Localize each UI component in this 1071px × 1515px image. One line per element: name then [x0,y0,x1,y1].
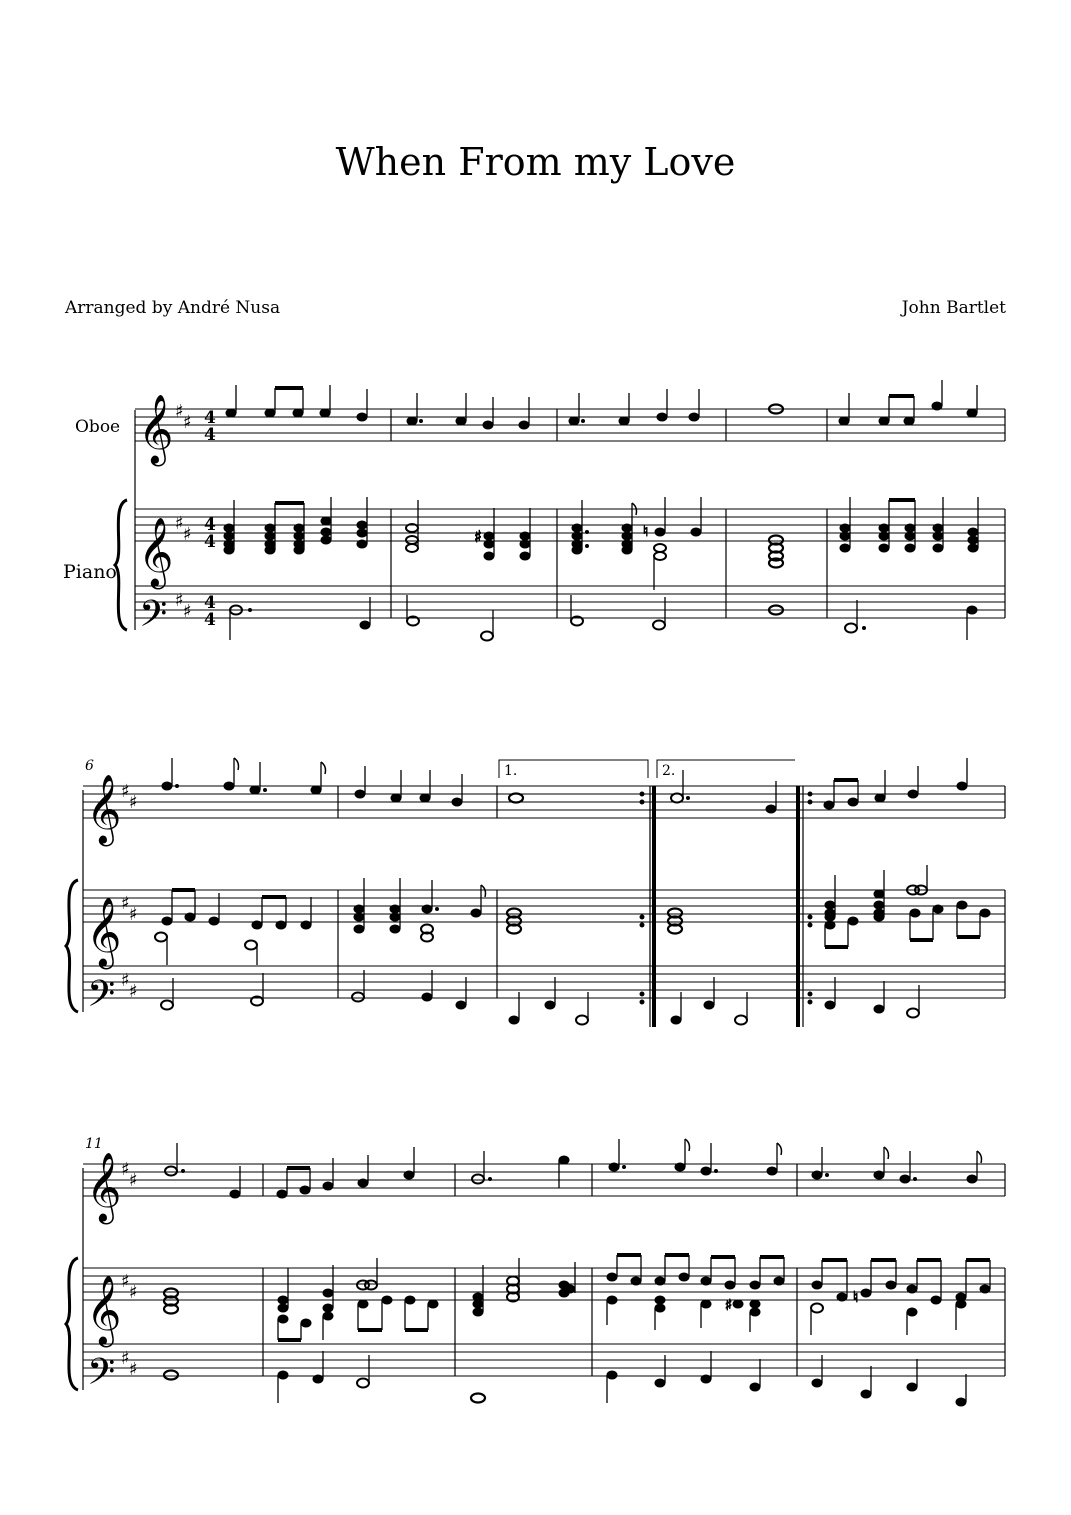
bass-clef-icon: 𝄢 [87,973,116,1024]
sharp-icon: ♯ [175,401,184,422]
page-title: When From my Love [335,140,736,184]
treble-clef-icon: 𝄞 [86,1275,122,1345]
measure-number: 11 [85,1136,103,1152]
piano-rh-notes [224,497,978,590]
svg-text:♯: ♯ [129,981,138,1002]
svg-text:♯: ♯ [121,1271,130,1292]
svg-text:♯: ♯ [121,1348,130,1369]
piano-label: Piano [63,561,117,583]
treble-clef-icon: 𝄞 [86,774,122,844]
svg-text:♯: ♯ [129,904,138,925]
time-sig-den: 4 [204,610,216,630]
svg-text:♯: ♯ [129,1282,138,1303]
oboe-notes [226,380,977,429]
oboe-label: Oboe [75,417,121,437]
piano-brace [66,880,78,1012]
svg-text:♯: ♯ [725,1296,733,1314]
svg-text:♯: ♯ [129,1359,138,1380]
svg-text:♮: ♮ [853,1288,859,1306]
svg-text:♯: ♯ [129,792,138,813]
treble-clef-icon: 𝄞 [86,1152,122,1222]
bass-clef-icon: 𝄢 [87,1351,116,1402]
time-sig-den: 4 [204,532,216,552]
time-sig-num: 4 [204,515,216,535]
treble-clef-icon: 𝄞 [138,517,174,587]
bass-clef-icon: 𝄢 [139,593,168,644]
time-sig-num: 4 [204,593,216,613]
sharp-icon: ♯ [183,412,192,433]
volta-1: 1. [504,763,518,779]
sharp-icon: ♯ [183,601,192,622]
arranger-credit: Arranged by André Nusa [65,298,281,318]
measure-number: 6 [85,758,94,774]
svg-text:♯: ♯ [474,527,482,546]
piano-brace [66,1258,78,1390]
sharp-icon: ♯ [183,524,192,545]
sharp-icon: ♯ [175,590,184,611]
system-2 [66,758,1005,1027]
composer-credit: John Bartlet [901,298,1006,318]
svg-text:♯: ♯ [129,1170,138,1191]
svg-text:♯: ♯ [121,781,130,802]
svg-text:♮: ♮ [643,522,649,540]
volta-2: 2. [662,763,676,779]
sharp-icon: ♯ [175,513,184,534]
treble-clef-icon: 𝄞 [86,897,122,967]
piano-brace [115,500,127,630]
system-1 [63,380,1005,644]
system-3 [66,1136,1005,1406]
treble-clef-icon: 𝄞 [138,394,174,464]
volta-brackets [499,760,795,778]
svg-text:♯: ♯ [121,1159,130,1180]
time-sig-num: 4 [204,408,216,428]
svg-text:♯: ♯ [121,970,130,991]
time-sig-den: 4 [204,425,216,445]
svg-text:♯: ♯ [121,893,130,914]
